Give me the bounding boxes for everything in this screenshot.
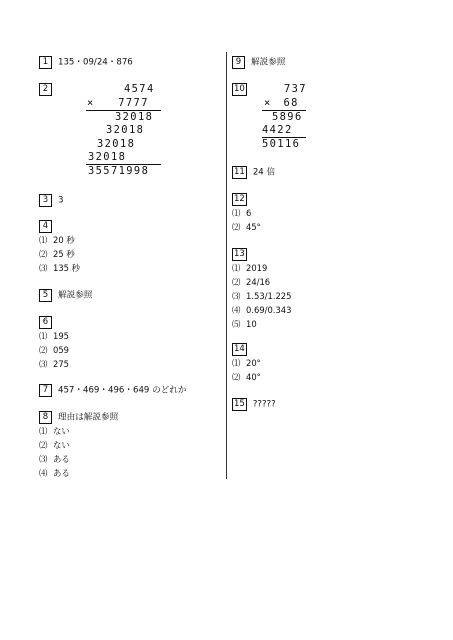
sub-value: ある bbox=[53, 468, 70, 478]
question-number: 8 bbox=[39, 411, 52, 424]
sub-value: 6 bbox=[246, 208, 252, 218]
question-number: 10 bbox=[234, 84, 245, 94]
question-13 bbox=[232, 248, 253, 261]
question-number: 7 bbox=[39, 384, 52, 397]
sub-answer bbox=[232, 357, 261, 369]
sub-label: ⑵ bbox=[232, 222, 241, 232]
answer-text: 理由は解説参照 bbox=[58, 412, 119, 423]
calc-line-1: 4574 bbox=[124, 83, 155, 95]
sub-label: ⑶ bbox=[39, 454, 48, 464]
sub-value: ない bbox=[53, 440, 70, 450]
sub-label: ⑷ bbox=[232, 305, 241, 315]
sub-label: ⑶ bbox=[232, 291, 241, 301]
answer-text: 457・469・496・649 のどれか bbox=[58, 385, 187, 396]
sub-value: 20° bbox=[246, 358, 261, 368]
sub-answer bbox=[232, 304, 291, 316]
sub-value: 25 秒 bbox=[53, 249, 75, 259]
question-number: 4 bbox=[39, 220, 52, 233]
calc-line-2: × 7777 bbox=[87, 97, 149, 109]
sub-answer bbox=[232, 371, 261, 383]
sub-answer bbox=[39, 453, 70, 465]
question-number: 11 bbox=[234, 167, 245, 177]
sub-label: ⑸ bbox=[232, 319, 241, 329]
question-number: 1 bbox=[39, 56, 52, 69]
sub-label: ⑴ bbox=[232, 208, 241, 218]
sub-value: 45° bbox=[246, 222, 261, 232]
sub-value: 20 秒 bbox=[53, 235, 75, 245]
question-number: 3 bbox=[39, 194, 52, 207]
question-number: 2 bbox=[39, 83, 52, 96]
question-number: 5 bbox=[39, 289, 52, 302]
question-number: 15 bbox=[234, 399, 245, 409]
sub-value: 1.53/1.225 bbox=[246, 291, 292, 301]
question-number: 9 bbox=[232, 56, 245, 69]
sub-label: ⑴ bbox=[39, 331, 48, 341]
question-15 bbox=[232, 398, 276, 411]
answer-text: 3 bbox=[58, 195, 64, 206]
sub-value: 135 秒 bbox=[53, 263, 81, 273]
question-number: 13 bbox=[234, 249, 245, 259]
sub-value: 40° bbox=[246, 372, 261, 382]
sub-answer bbox=[39, 358, 69, 370]
sub-answer bbox=[39, 330, 69, 342]
sub-value: 0.69/0.343 bbox=[246, 305, 292, 315]
sub-answer bbox=[232, 276, 270, 288]
question-number: 12 bbox=[234, 194, 245, 204]
sub-label: ⑵ bbox=[232, 277, 241, 287]
question-7 bbox=[39, 384, 187, 397]
sub-label: ⑷ bbox=[39, 468, 48, 478]
sub-value: 275 bbox=[53, 359, 69, 369]
question-number: 14 bbox=[234, 344, 245, 354]
question-2 bbox=[39, 83, 58, 96]
sub-answer bbox=[39, 262, 80, 274]
sub-label: ⑴ bbox=[232, 263, 241, 273]
calc-line-6: 32018 bbox=[88, 151, 127, 163]
question-12 bbox=[232, 193, 253, 206]
sub-value: 24/16 bbox=[246, 277, 271, 287]
calc-line-2: × 68 bbox=[264, 97, 299, 109]
question-3 bbox=[39, 194, 63, 207]
sub-value: 195 bbox=[53, 331, 69, 341]
question-4 bbox=[39, 220, 58, 233]
answer-text: 解説参照 bbox=[58, 290, 93, 301]
sub-answer bbox=[39, 467, 70, 479]
sub-label: ⑴ bbox=[232, 358, 241, 368]
sub-answer bbox=[232, 221, 261, 233]
sub-answer bbox=[232, 262, 267, 274]
question-11 bbox=[232, 166, 275, 179]
calc-line-1: 737 bbox=[284, 83, 307, 95]
calc-line-5: 32018 bbox=[97, 138, 136, 150]
answer-text: 24 倍 bbox=[252, 167, 276, 178]
calc-line-4: 32018 bbox=[106, 124, 145, 136]
sub-answer bbox=[232, 290, 291, 302]
sub-label: ⑵ bbox=[39, 345, 48, 355]
sub-answer bbox=[39, 425, 70, 437]
sub-value: 2019 bbox=[246, 263, 268, 273]
sub-label: ⑵ bbox=[232, 372, 241, 382]
answer-text: 135・09/24・876 bbox=[58, 57, 133, 68]
question-14 bbox=[232, 343, 253, 356]
sub-value: 059 bbox=[53, 345, 69, 355]
sub-label: ⑴ bbox=[39, 235, 48, 245]
sub-answer bbox=[39, 439, 70, 451]
sub-answer bbox=[39, 234, 75, 246]
column-divider bbox=[226, 52, 227, 479]
sub-label: ⑶ bbox=[39, 359, 48, 369]
calc-line-7: 35571998 bbox=[88, 165, 150, 177]
sub-answer bbox=[232, 207, 251, 219]
sub-answer bbox=[39, 344, 69, 356]
calc-line-3: 5896 bbox=[272, 111, 303, 123]
question-10 bbox=[232, 83, 253, 96]
question-number: 6 bbox=[39, 316, 52, 329]
calc-line-4: 4422 bbox=[262, 124, 293, 136]
sub-answer bbox=[39, 248, 75, 260]
sub-label: ⑴ bbox=[39, 426, 48, 436]
sub-value: ない bbox=[53, 426, 70, 436]
sub-value: ある bbox=[53, 454, 70, 464]
answer-text: 解説参照 bbox=[251, 57, 286, 68]
question-9 bbox=[232, 56, 285, 69]
sub-label: ⑵ bbox=[39, 249, 48, 259]
question-8 bbox=[39, 411, 118, 424]
sub-value: 10 bbox=[246, 319, 257, 329]
question-6 bbox=[39, 316, 58, 329]
calc-line-3: 32018 bbox=[115, 111, 154, 123]
answer-text: ????? bbox=[252, 399, 276, 410]
question-1 bbox=[39, 56, 133, 69]
question-5 bbox=[39, 289, 92, 302]
sub-label: ⑶ bbox=[39, 263, 48, 273]
sub-label: ⑵ bbox=[39, 440, 48, 450]
calc-line-5: 50116 bbox=[262, 138, 301, 150]
sub-answer bbox=[232, 318, 257, 330]
